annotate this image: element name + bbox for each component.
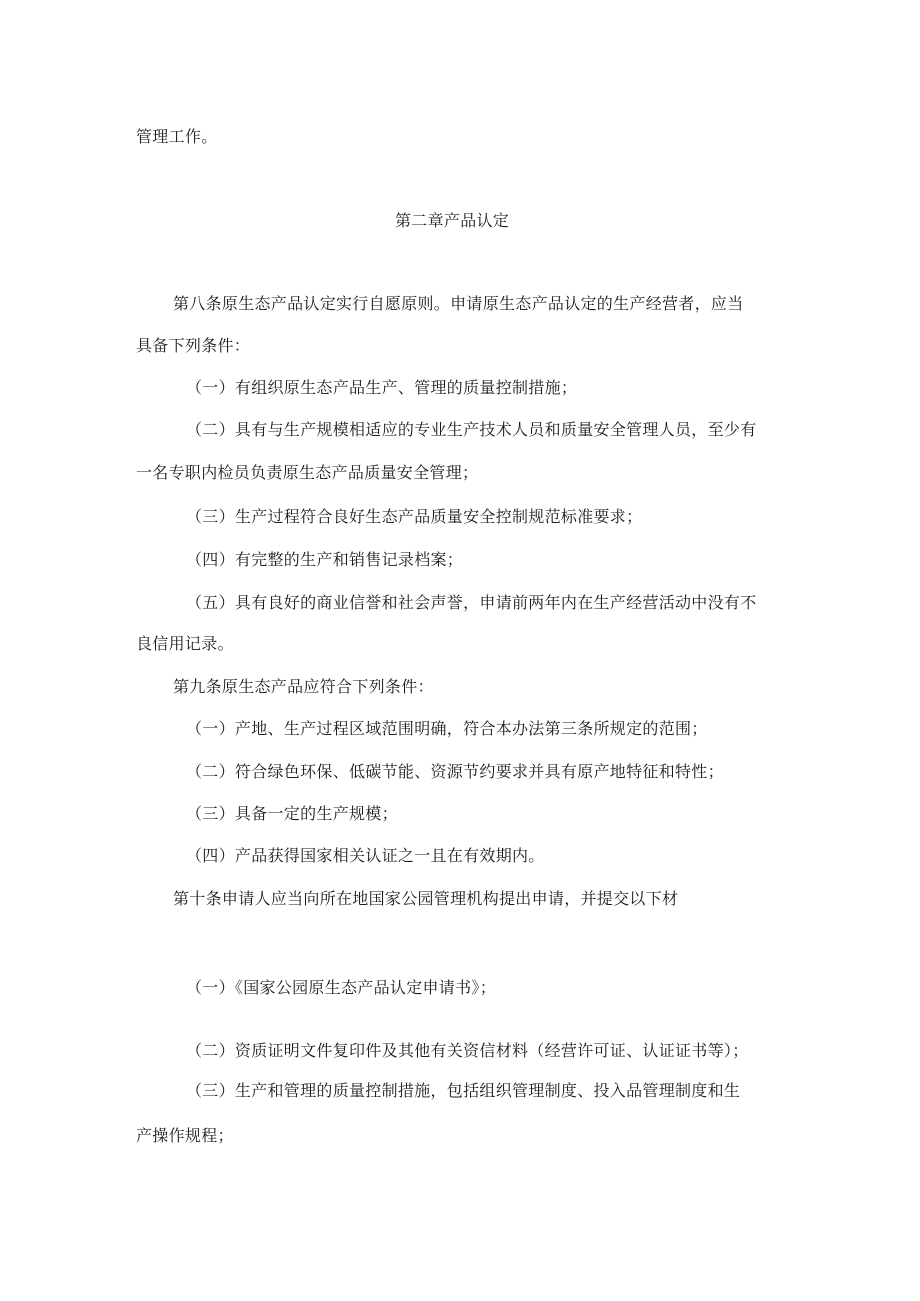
- article-9-item-1: （一）产地、生产过程区域范围明确，符合本办法第三条所规定的范围；: [186, 719, 708, 738]
- chapter-title: 第二章产品认定: [395, 211, 510, 230]
- intro-tail-text: 管理工作。: [136, 127, 218, 146]
- article-9-item-2: （二）符合绿色环保、低碳节能、资源节约要求并具有原产地特征和特性；: [186, 762, 724, 781]
- article-8-item-4: （四）有完整的生产和销售记录档案；: [186, 550, 464, 569]
- article-9-line-1: 第九条原生态产品应符合下列条件：: [173, 677, 434, 696]
- article-10-line-1: 第十条申请人应当向所在地国家公园管理机构提出申请，并提交以下材: [173, 889, 679, 908]
- article-8-item-2-line-2: 一名专职内检员负责原生态产品质量安全管理；: [136, 463, 479, 482]
- article-8-item-5-line-2: 良信用记录。: [136, 634, 234, 653]
- article-10-item-3-line-2: 产操作规程；: [136, 1126, 234, 1145]
- article-10-item-2: （二）资质证明文件复印件及其他有关资信材料（经营许可证、认证证书等）；: [186, 1041, 749, 1060]
- article-9-item-4: （四）产品获得国家相关认证之一且在有效期内。: [186, 846, 545, 865]
- article-8-line-2: 具备下列条件：: [136, 336, 251, 355]
- article-8-item-3: （三）生产过程符合良好生态产品质量安全控制规范标准要求；: [186, 507, 643, 526]
- article-10-item-1: （一）《国家公园原生态产品认定申请书》；: [186, 978, 497, 997]
- article-8-line-1: 第八条原生态产品认定实行自愿原则。申请原生态产品认定的生产经营者，应当: [173, 294, 744, 313]
- article-8-item-5-line-1: （五）具有良好的商业信誉和社会声誉，申请前两年内在生产经营活动中没有不: [186, 593, 757, 612]
- article-9-item-3: （三）具备一定的生产规模；: [186, 804, 398, 823]
- article-8-item-1: （一）有组织原生态产品生产、管理的质量控制措施；: [186, 378, 578, 397]
- article-10-item-3-line-1: （三）生产和管理的质量控制措施，包括组织管理制度、投入品管理制度和生: [186, 1081, 741, 1100]
- article-8-item-2-line-1: （二）具有与生产规模相适应的专业生产技术人员和质量安全管理人员，至少有: [186, 420, 757, 439]
